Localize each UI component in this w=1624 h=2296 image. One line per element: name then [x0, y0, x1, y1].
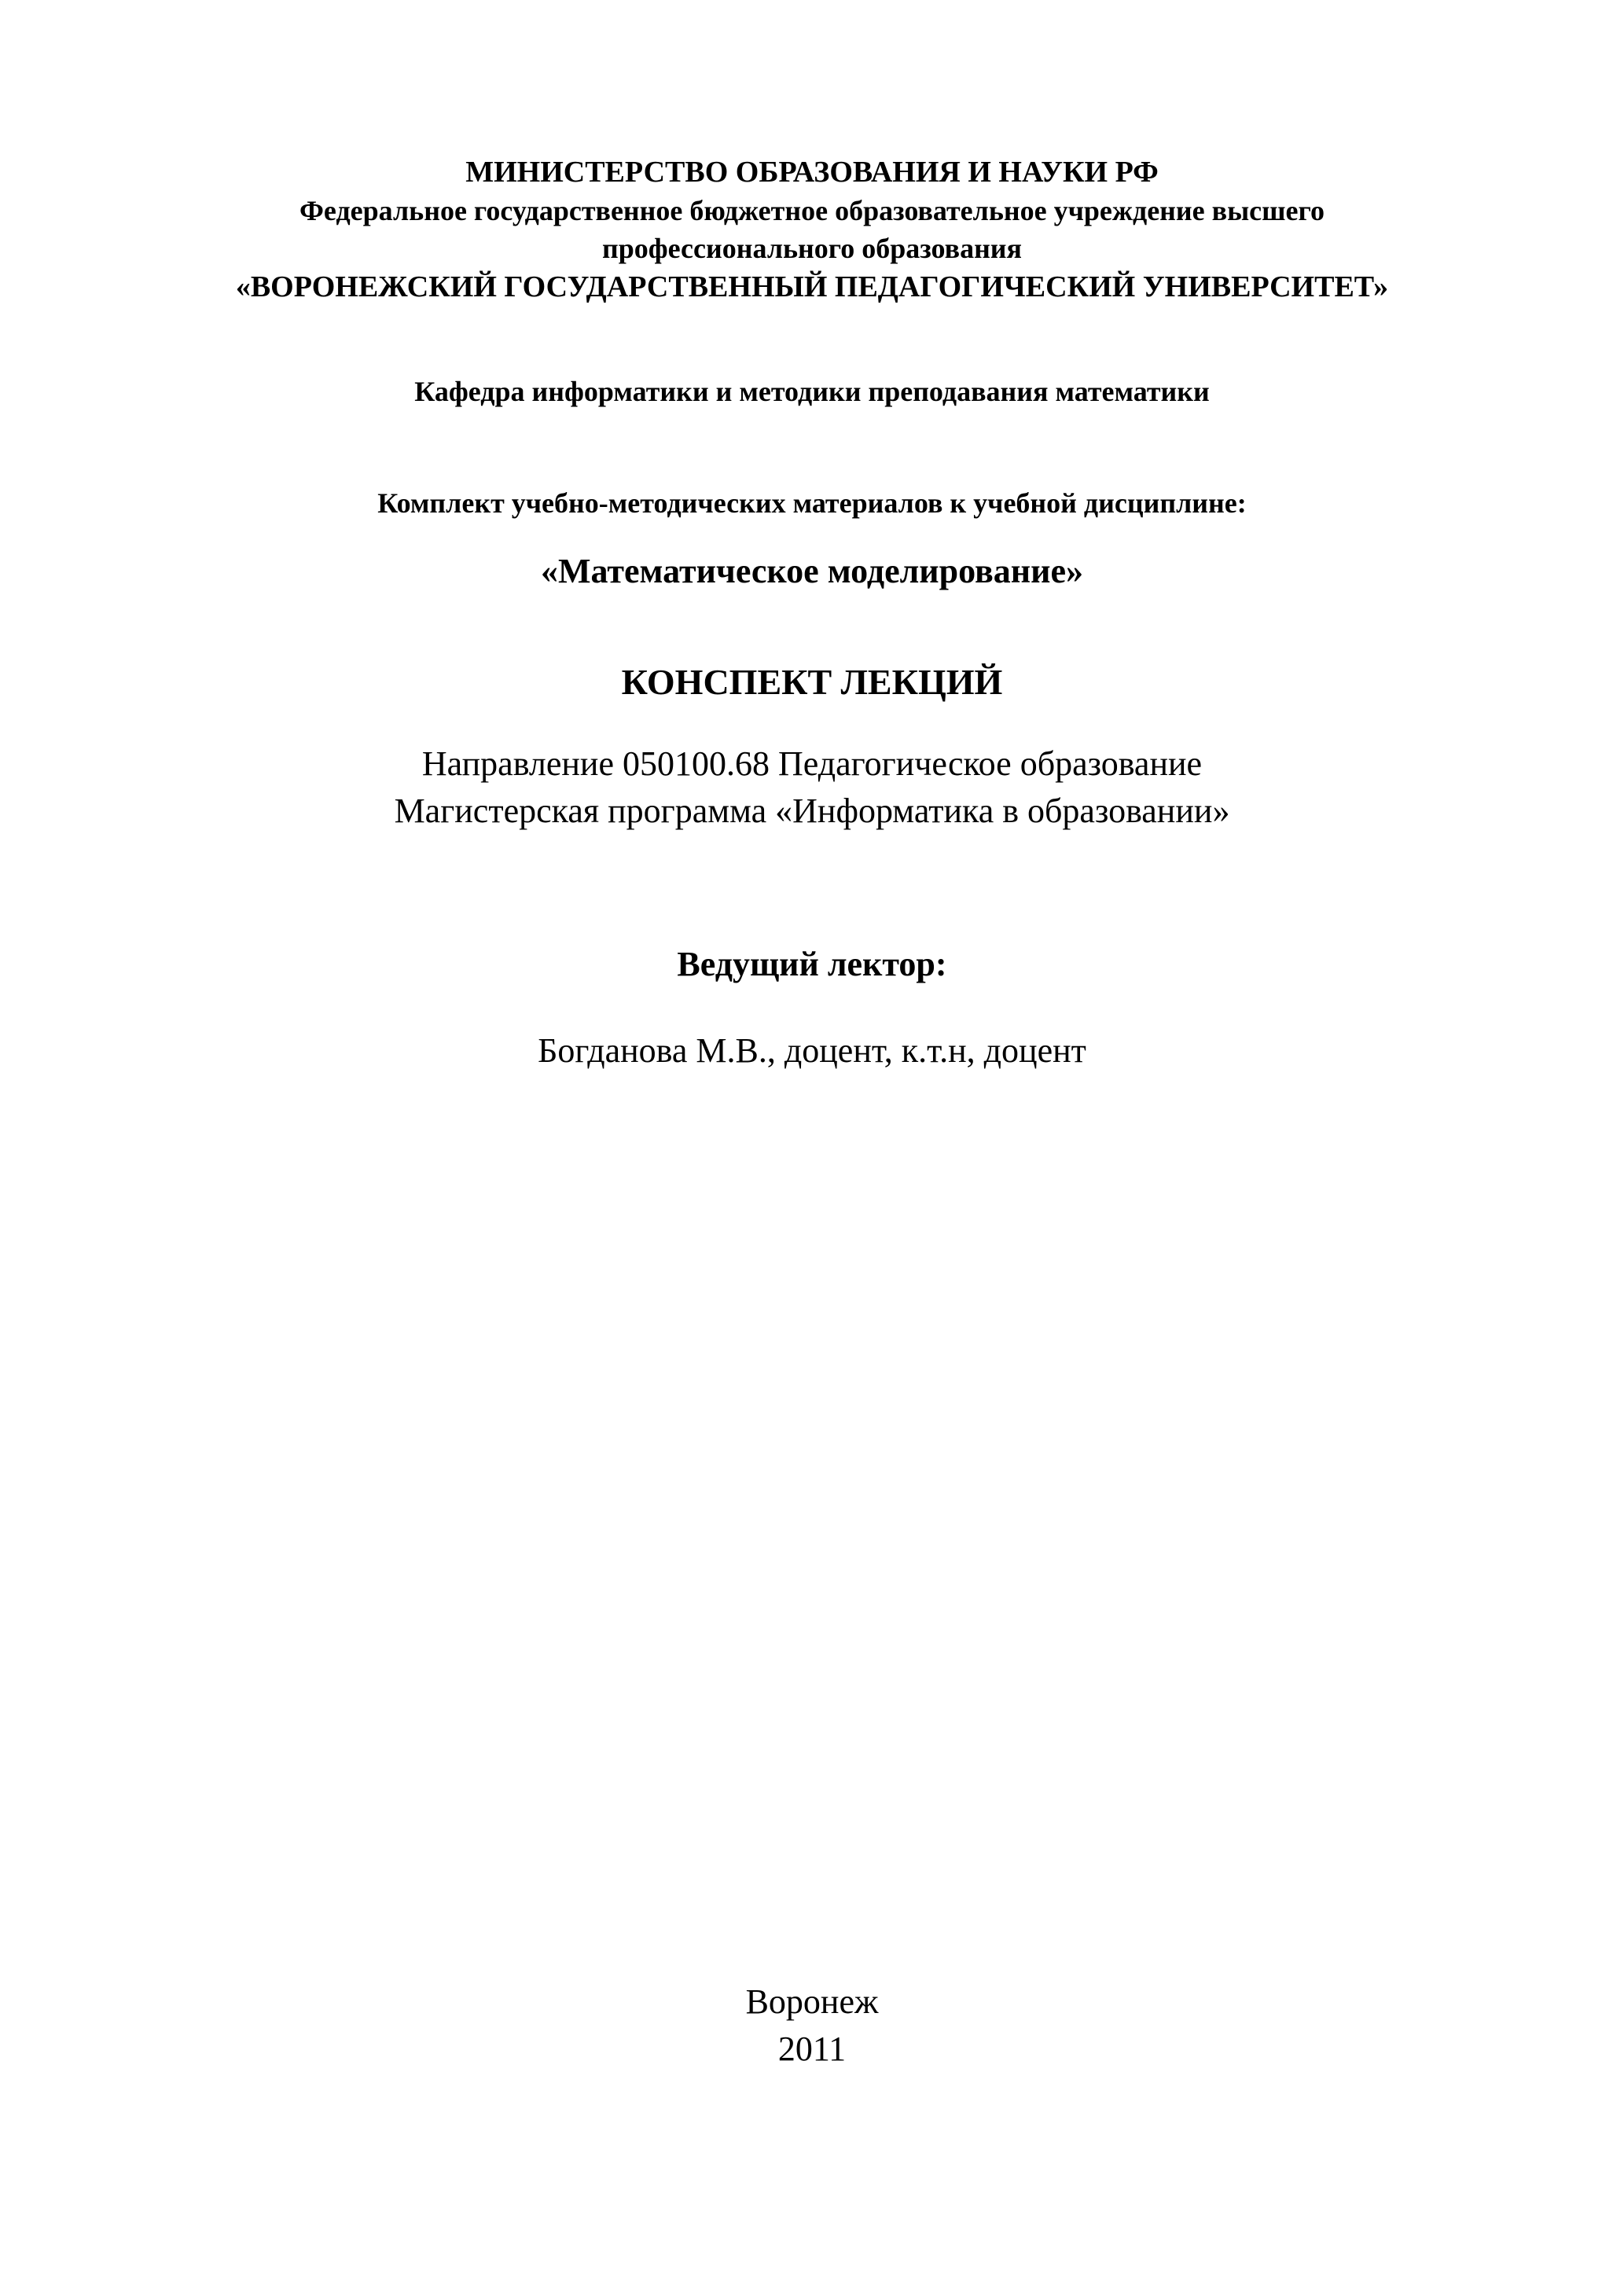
direction-line: Направление 050100.68 Педагогическое образование: [421, 744, 1203, 783]
document-title: КОНСПЕКТ ЛЕКЦИЙ: [621, 662, 1003, 702]
lecturer-name: Богданова М.В., доцент, к.т.н, доцент: [538, 1031, 1086, 1070]
university-name: «ВОРОНЕЖСКИЙ ГОСУДАРСТВЕННЫЙ ПЕДАГОГИЧЕСКИЙ УНИВЕРСИТЕТ»: [235, 270, 1389, 303]
materials-intro: Комплект учебно-методических материалов к учебной дисциплине:: [377, 487, 1247, 519]
discipline-name: «Математическое моделирование»: [540, 552, 1084, 590]
institution-line-2: профессионального образования: [601, 233, 1023, 264]
year: 2011: [777, 2030, 847, 2068]
department-name: Кафедра информатики и методики преподавания математики: [414, 376, 1210, 407]
master-program-line: Магистерская программа «Информатика в образовании»: [394, 792, 1230, 830]
institution-line-1: Федеральное государственное бюджетное образовательное учреждение высшего: [299, 195, 1325, 226]
lecturer-label: Ведущий лектор:: [677, 945, 947, 983]
ministry-name: МИНИСТЕРСТВО ОБРАЗОВАНИЯ И НАУКИ РФ: [465, 156, 1159, 189]
city-name: Воронеж: [745, 1982, 879, 2021]
